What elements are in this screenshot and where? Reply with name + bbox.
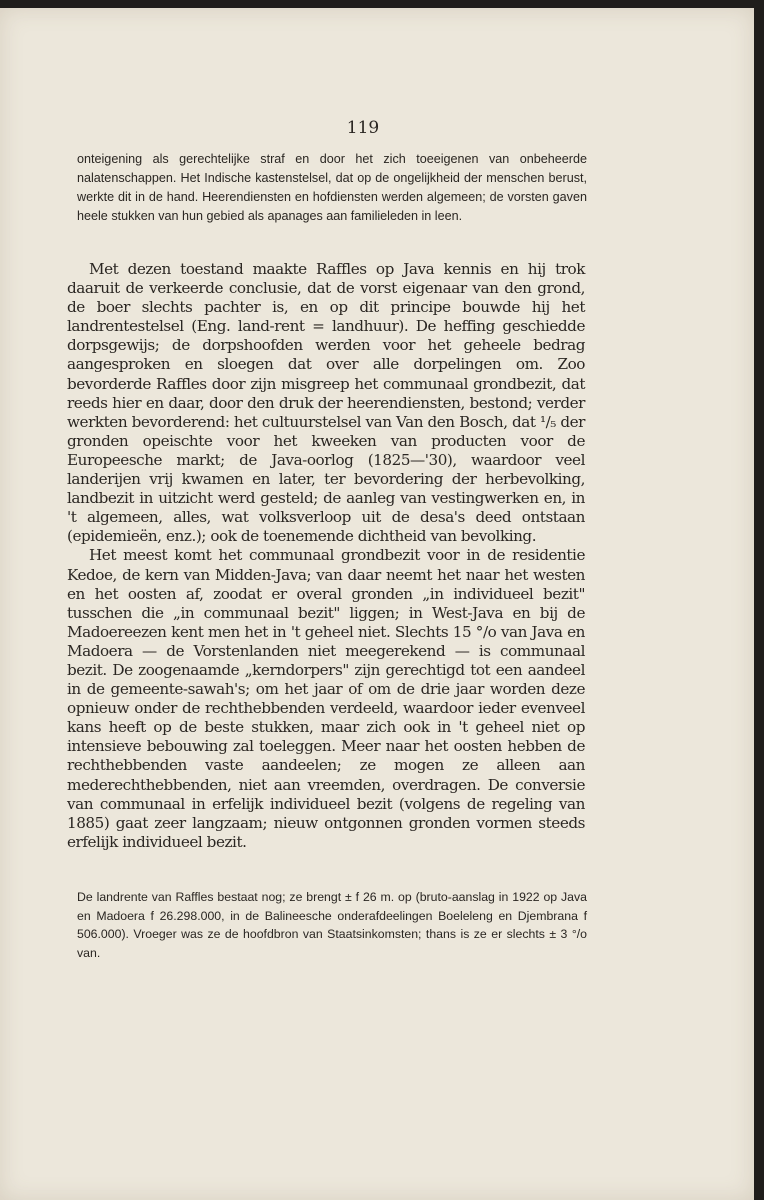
main-paragraph-2: Het meest komt het communaal grondbezit voor in de residentie Kedoe, de kern van Midden-Java; van daar neemt het naar het westen en het oosten af, zoodat er overal gronden „in individueel bezit" tusschen die „in communaal bezit" liggen; in West-Java en bij de Madoereezen kent men het in 't geheel niet. Slechts 15 °/o van Java en Madoera — de Vorstenlanden niet meegerekend — is communaal bezit. De zoogenaamde „kerndorpers" zijn gerechtigd tot een aandeel in de gemeente-sawah's; om het jaar of om de drie jaar worden deze opnieuw onder de rechthebbenden verdeeld, waardoor ieder evenveel kans heeft op de beste stukken, maar zich ook in 't geheel niet op intensieve bebouwing zal toeleggen. Meer naar het oosten hebben de rechthebbenden vaste aandeelen; ze mogen ze alleen aan mederechthebbenden, niet aan vreemden, overdragen. De conversie van communaal in erfelijk individueel bezit (volgens de regeling van 1885) gaat zeer langzaam; nieuw ontgonnen gronden vormen steeds erfelijk individueel bezit. bbox=[67, 546, 585, 851]
main-text bbox=[67, 260, 585, 852]
footnote bbox=[77, 888, 587, 962]
book-page bbox=[0, 8, 754, 1200]
footnote-text: De landrente van Raffles bestaat nog; ze brengt ± f 26 m. op (bruto-aanslag in 1922 op Java en Madoera f 26.298.000, in de Balineesche onderafdeelingen Boeleleng en Djembrana f 506.000). Vroeger was ze de hoofdbron van Staatsinkomsten; thans is ze er slechts ± 3 °/o van. bbox=[77, 890, 587, 960]
page-number: 119 bbox=[346, 118, 380, 138]
top-paragraph: onteigening als gerechtelijke straf en door het zich toeeigenen van onbeheerde nalatenschappen. Het Indische kastenstelsel, dat op de ongelijkheid der menschen berust, werkte dit in de hand. Heerendiensten en hofdiensten werden algemeen; de vorsten gaven heele stukken van hun gebied als apanages aan familieleden in leen. bbox=[77, 152, 587, 223]
main-paragraph-1: Met dezen toestand maakte Raffles op Java kennis en hij trok daaruit de verkeerde conclusie, dat de vorst eigenaar van den grond, de boer slechts pachter is, en op dit principe bouwde hij het landrentestelsel (Eng. land-rent = landhuur). De heffing geschiedde dorpsgewijs; de dorpshoofden werden voor het geheele bedrag aangesproken en sloegen dat over alle dorpelingen om. Zoo bevorderde Raffles door zijn misgreep het communaal grondbezit, dat reeds hier en daar, door den druk der heerendiensten, bestond; verder werkten bevorderend: het cultuurstelsel van Van den Bosch, dat ¹/₅ der gronden opeischte voor het kweeken van producten voor de Europeesche markt; de Java-oorlog (1825—'30), waardoor veel landerijen vrij kwamen en later, ter bevordering der herbevolking, landbezit in uitzicht werd gesteld; de aanleg van vestingwerken en, in 't algemeen, alles, wat volksverloop uit de desa's deed ontstaan (epidemieën, enz.); ook de toenemende dichtheid van bevolking. bbox=[67, 260, 585, 546]
